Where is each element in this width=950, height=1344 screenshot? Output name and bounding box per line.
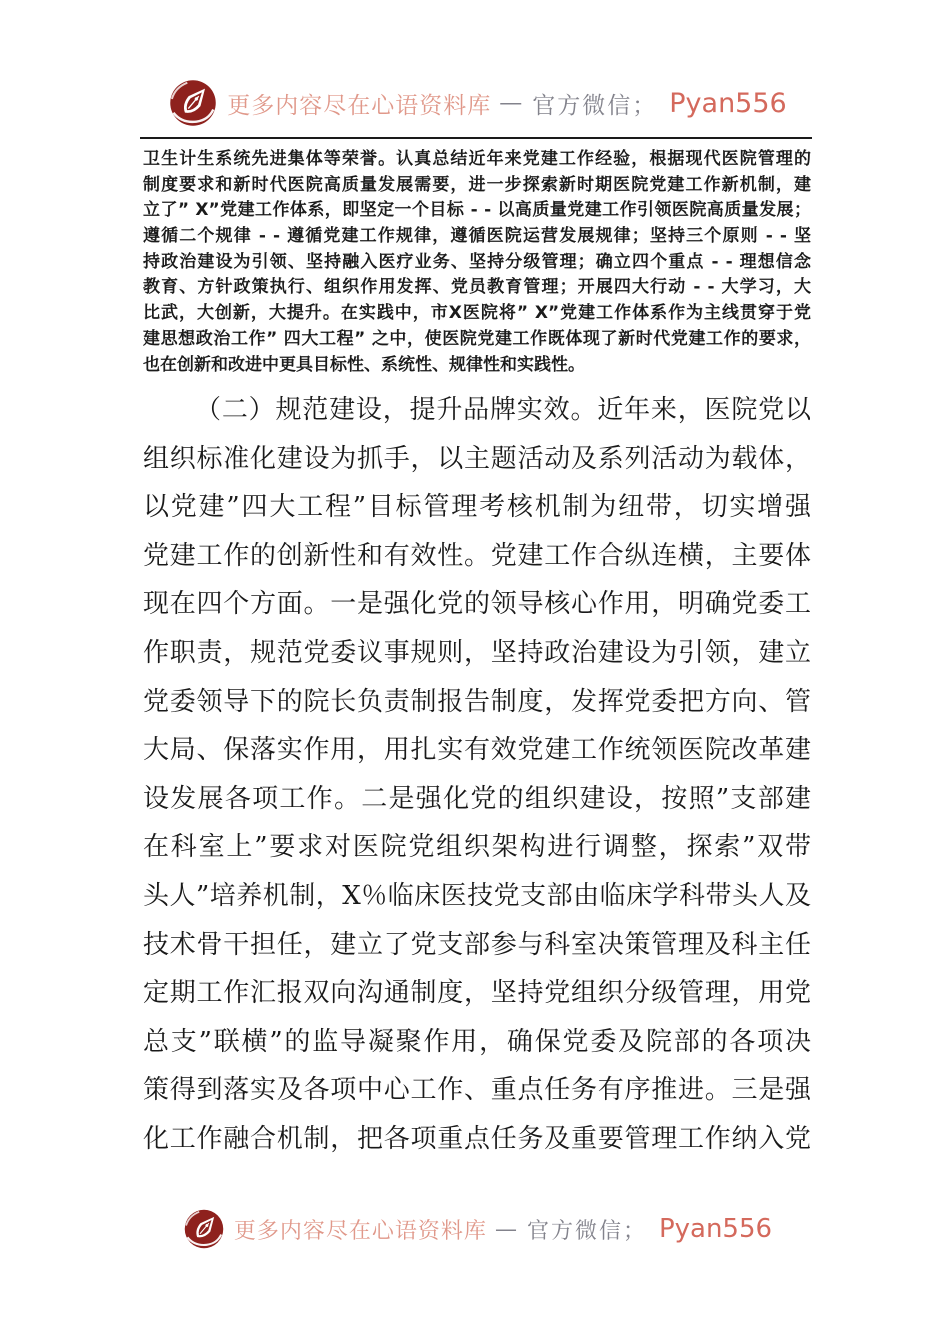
wechat-label: 官方微信； bbox=[532, 92, 658, 119]
body-text-line: 定期工作汇报双向沟通制度，坚持党组织分级管理，用党 bbox=[143, 978, 811, 1009]
intro-text-line: 立了” X”党建工作体系，即坚定一个目标 - - 以高质量党建工作引领医院高质量发展； bbox=[143, 200, 811, 221]
body-text-line: 党委领导下的院长负责制报告制度，发挥党委把方向、管 bbox=[143, 686, 811, 717]
wechat-label: 官方微信； bbox=[526, 1218, 647, 1244]
body-text-line: 组织标准化建设为抓手，以主题活动及系列活动为载体， bbox=[143, 443, 811, 474]
header-divider bbox=[140, 137, 812, 139]
body-text-line: 以党建”四大工程”目标管理考核机制为纽带，切实增强 bbox=[143, 492, 811, 523]
brand-text: 更多内容尽在心语资料库 bbox=[227, 92, 492, 119]
body-text-line: 化工作融合机制，把各项重点任务及重要管理工作纳入党 bbox=[143, 1123, 811, 1154]
intro-text-line: 制度要求和新时代医院高质量发展需要，进一步探索新时期医院党建工作新机制，建 bbox=[143, 174, 811, 195]
brand-text: 更多内容尽在心语资料库 bbox=[233, 1218, 487, 1244]
main-paragraph bbox=[143, 386, 811, 1164]
body-text-line: 总支”联横”的监导凝聚作用，确保党委及院部的各项决 bbox=[143, 1026, 811, 1057]
body-text-line: 头人”培养机制，X％临床医技党支部由临床学科带头人及 bbox=[143, 880, 811, 911]
body-text-line: （二）规范建设，提升品牌实效。近年来，医院党以 bbox=[195, 395, 811, 425]
header-watermark bbox=[143, 74, 811, 132]
intro-text-line: 教育、方针政策执行、组织作用发挥、党员教育管理；开展四大行动 - - 大学习，大 bbox=[143, 277, 811, 298]
intro-text-line: 卫生计生系统先进集体等荣誉。认真总结近年来党建工作经验，根据现代医院管理的 bbox=[143, 149, 811, 169]
intro-text-line: 比武，大创新，大提升。在实践中，市X医院将” X”党建工作体系作为主线贯穿于党 bbox=[143, 303, 811, 324]
body-text-line: 在科室上”要求对医院党组织架构进行调整，探索”双带 bbox=[143, 832, 811, 863]
body-text-line: 作职责，规范党委议事规则，坚持政治建设为引领，建立 bbox=[143, 637, 811, 668]
intro-text-line: 建思想政治工作” 四大工程” 之中，使医院党建工作既体现了新时代党建工作的要求， bbox=[143, 328, 811, 349]
body-text-line: 现在四个方面。一是强化党的领导核心作用，明确党委工 bbox=[143, 589, 811, 620]
brand-separator: — bbox=[494, 1216, 519, 1242]
footer-watermark bbox=[143, 1202, 811, 1256]
pen-nib-logo-icon bbox=[167, 76, 219, 130]
body-text-line: 党建工作的创新性和有效性。党建工作合纵连横，主要体 bbox=[143, 540, 811, 571]
intro-text-line: 遵循二个规律 - - 遵循党建工作规律，遵循医院运营发展规律；坚持三个原则 - - 坚 bbox=[143, 226, 811, 247]
intro-text-line: 也在创新和改进中更具目标性、系统性、规律性和实践性。 bbox=[143, 354, 585, 375]
body-text-line: 设发展各项工作。二是强化党的组织建设，按照”支部建 bbox=[143, 783, 811, 814]
body-text-line: 大局、保落实作用，用扎实有效党建工作统领医院改革建 bbox=[143, 735, 811, 766]
body-text-line: 策得到落实及各项中心工作、重点任务有序推进。三是强 bbox=[143, 1075, 811, 1106]
brand-separator: — bbox=[499, 90, 525, 116]
pen-nib-logo-icon bbox=[182, 1206, 226, 1252]
wechat-id: Pyan556 bbox=[658, 1214, 773, 1244]
body-text-line: 技术骨干担任，建立了党支部参与科室决策管理及科主任 bbox=[143, 929, 811, 960]
wechat-id: Pyan556 bbox=[669, 87, 787, 119]
intro-text-line: 持政治建设为引领、坚持融入医疗业务、坚持分级管理；确立四个重点 - - 理想信念 bbox=[143, 251, 811, 272]
intro-paragraph bbox=[143, 147, 811, 378]
